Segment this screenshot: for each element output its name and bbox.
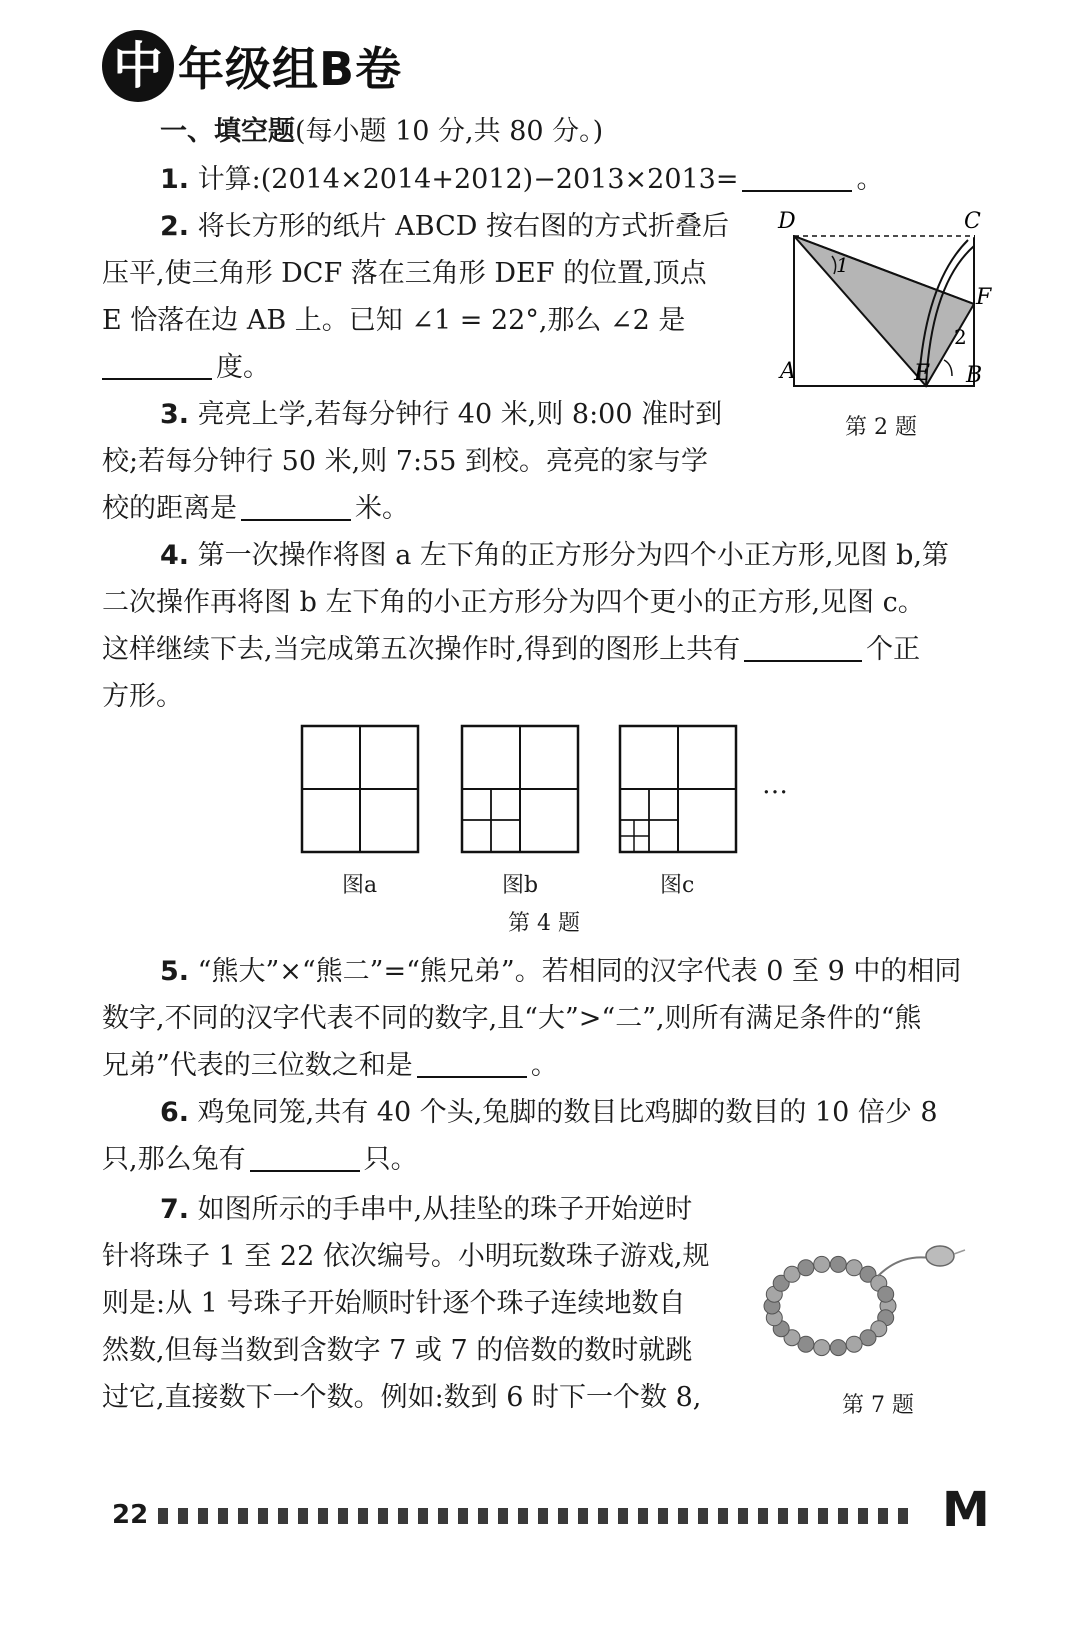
angle-2-arc [944,360,952,376]
q1-text: 计算:(2014×2014+2012)−2013×2013= [197,164,739,195]
q5-text-1: “熊大”×“熊二”=“熊兄弟”。若相同的汉字代表 0 至 9 中的相同 [197,956,962,987]
q2-number: 2. [160,211,190,242]
section-note: (每小题 10 分,共 80 分。) [295,116,604,147]
q2-line-3: E 恰落在边 AB 上。已知 ∠1 = 22°,那么 ∠2 是 [102,305,686,336]
q5-number: 5. [160,956,190,987]
q4-text-1: 第一次操作将图 a 左下角的正方形分为四个小正方形,见图 b,第 [197,540,949,571]
triangle-def [794,236,974,386]
q7-line-2: 针将珠子 1 至 22 依次编号。小明玩数珠子游戏,规 [102,1241,710,1272]
q1-answer-blank[interactable] [742,162,852,192]
figure-b [460,724,580,854]
bead [798,1260,814,1276]
figure-c [618,724,738,854]
q7-line-4: 然数,但每当数到含数字 7 或 7 的倍数的数时就跳 [102,1335,693,1366]
angle-1-label: 1 [836,253,849,277]
q3-number: 3. [160,399,190,430]
q2-text-1: 将长方形的纸片 ABCD 按右图的方式折叠后 [197,211,729,242]
q2-figure [776,204,1006,394]
bracelet-figure [760,1236,970,1366]
footer-decoration [158,1508,918,1524]
grade-badge: 中 [102,30,174,102]
pendant-string [878,1257,930,1276]
q7-line-3: 则是:从 1 号珠子开始顺时针逐个珠子连续地数自 [102,1288,686,1319]
pendant-bead [926,1246,954,1266]
q4-line-5: 方形。 [102,681,183,712]
question-1 [160,160,883,200]
q3-line-1 [160,395,722,435]
pendant-tassel [954,1250,965,1254]
q3-text-3: 校的距离是 [102,493,237,524]
page-number: 22 [112,1500,149,1530]
q7-caption: 第 7 题 [842,1393,914,1418]
q5-line-3 [102,1046,558,1086]
label-e: E [914,361,931,386]
section-label: 一、填空题 [160,116,295,147]
q4-line-2: 二次操作再将图 b 左下角的小正方形分为四个更小的正方形,见图 c。 [102,587,925,618]
bead [814,1256,830,1272]
q2-line-4 [102,348,270,388]
q6-line-1 [160,1093,938,1133]
q2-line-2: 压平,使三角形 DCF 落在三角形 DEF 的位置,顶点 [102,258,707,289]
q3-text-4: 米。 [355,493,409,524]
q1-end: 。 [856,164,884,195]
q5-text-4: 。 [530,1050,558,1081]
q5-text-3: 兄弟”代表的三位数之和是 [102,1050,413,1081]
q7-line-5: 过它,直接数下一个数。例如:数到 6 时下一个数 8, [102,1382,702,1413]
q7-number: 7. [160,1194,190,1225]
q6-line-2 [102,1140,418,1180]
q7-text-1: 如图所示的手串中,从挂坠的珠子开始逆时 [197,1194,693,1225]
bead [814,1340,830,1356]
angle-2-label: 2 [954,325,967,349]
label-a: A [780,359,796,384]
label-c: C [964,209,981,234]
q4-text-3: 这样继续下去,当完成第五次操作时,得到的图形上共有 [102,634,741,665]
q3-answer-blank[interactable] [241,491,351,521]
q2-caption: 第 2 题 [845,415,917,440]
q5-line-2: 数字,不同的汉字代表不同的数字,且“大”>“二”,则所有满足条件的“熊 [102,1003,922,1034]
bead [878,1286,894,1302]
q2-answer-blank[interactable] [102,350,212,380]
q4-line-3 [102,630,920,670]
bead [830,1340,846,1356]
q6-text-1: 鸡兔同笼,共有 40 个头,兔脚的数目比鸡脚的数目的 10 倍少 8 [197,1097,938,1128]
q3-line-3 [102,489,409,529]
figure-ellipsis: … [762,770,788,800]
q4-number: 4. [160,540,190,571]
q6-text-2: 只,那么兔有 [102,1144,246,1175]
label-d: D [778,209,796,234]
figure-a [300,724,420,854]
q4-text-4: 个正 [866,634,921,665]
q2-text-4: 度。 [216,352,270,383]
q5-answer-blank[interactable] [417,1048,527,1078]
figure-a-label: 图a [342,873,378,898]
label-f: F [976,285,992,310]
page-header [102,28,402,104]
figure-b-label: 图b [502,873,539,898]
q6-answer-blank[interactable] [250,1142,360,1172]
q1-number: 1. [160,164,190,195]
publisher-logo: M [942,1482,988,1538]
q4-line-1 [160,536,949,576]
q3-line-2: 校;若每分钟行 50 米,则 7:55 到校。亮亮的家与学 [102,446,708,477]
bead [846,1336,862,1352]
q5-line-1 [160,952,961,992]
bracelet-beads [764,1256,896,1355]
label-b: B [966,363,983,388]
section-heading [160,112,603,152]
figure-c-label: 图c [660,873,695,898]
q3-text-1: 亮亮上学,若每分钟行 40 米,则 8:00 准时到 [197,399,723,430]
q2-line-1 [160,207,729,247]
q6-text-3: 只。 [363,1144,418,1175]
q7-line-1 [160,1190,692,1230]
header-title: 年级组B卷 [178,42,403,96]
q6-number: 6. [160,1097,190,1128]
q4-answer-blank[interactable] [744,632,862,662]
bead [830,1256,846,1272]
q4-caption: 第 4 题 [508,911,580,936]
